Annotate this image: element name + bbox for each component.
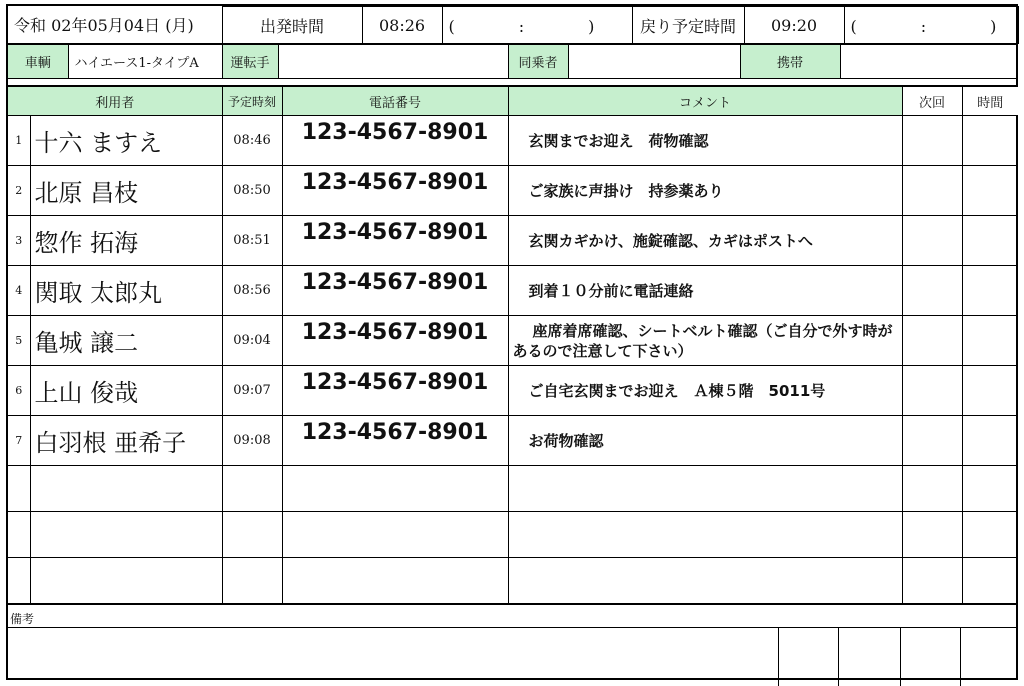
- next-cell[interactable]: [902, 512, 962, 558]
- passenger-table: [8, 86, 1018, 604]
- user-name: 亀城 譲二: [30, 316, 222, 366]
- comment: お荷物確認: [508, 416, 902, 466]
- time-cell[interactable]: [962, 366, 1018, 416]
- driver-label: 運転手: [222, 45, 278, 79]
- scheduled-time: 08:56: [222, 266, 282, 316]
- comment[interactable]: [508, 558, 902, 604]
- comment: 座席着席確認、シートベルト確認（ご自分で外す時があるので注意して下さい）: [508, 316, 902, 366]
- header-table: [8, 6, 1019, 44]
- user-name[interactable]: [30, 512, 222, 558]
- table-row[interactable]: [8, 116, 1018, 166]
- memo-cell[interactable]: [778, 628, 838, 686]
- table-row[interactable]: [8, 266, 1018, 316]
- comment: 到着１０分前に電話連絡: [508, 266, 902, 316]
- depart-time[interactable]: 08:26: [362, 7, 442, 44]
- col-next: 次回: [902, 87, 962, 116]
- return-time[interactable]: 09:20: [744, 7, 844, 44]
- scheduled-time: 09:08: [222, 416, 282, 466]
- row-number: 2: [8, 166, 30, 216]
- time-cell[interactable]: [962, 316, 1018, 366]
- phone-number[interactable]: 123-4567-8901: [282, 416, 508, 466]
- next-cell[interactable]: [902, 558, 962, 604]
- companion-value[interactable]: [568, 45, 740, 79]
- phone-number[interactable]: [282, 512, 508, 558]
- empty-row[interactable]: [8, 466, 1018, 512]
- table-row[interactable]: [8, 366, 1018, 416]
- phone-number[interactable]: 123-4567-8901: [282, 266, 508, 316]
- memo-field[interactable]: [8, 628, 778, 686]
- empty-row[interactable]: [8, 558, 1018, 604]
- row-number: [8, 512, 30, 558]
- next-cell[interactable]: [902, 166, 962, 216]
- row-number: 4: [8, 266, 30, 316]
- col-comment: コメント: [508, 87, 902, 116]
- memo-table: [8, 604, 1016, 686]
- memo-cell[interactable]: [900, 628, 960, 686]
- time-cell[interactable]: [962, 416, 1018, 466]
- next-cell[interactable]: [902, 366, 962, 416]
- comment: ご家族に声掛け 持参薬あり: [508, 166, 902, 216]
- user-name: 惣作 拓海: [30, 216, 222, 266]
- next-cell[interactable]: [902, 116, 962, 166]
- col-time: 時間: [962, 87, 1018, 116]
- vehicle-label: 車輌: [8, 45, 68, 79]
- row-number: [8, 558, 30, 604]
- row-number: 1: [8, 116, 30, 166]
- memo-cell[interactable]: [960, 628, 1016, 686]
- empty-row[interactable]: [8, 512, 1018, 558]
- col-scheduled: 予定時刻: [222, 87, 282, 116]
- scheduled-time: 08:46: [222, 116, 282, 166]
- depart-label: 出発時間: [222, 7, 362, 44]
- user-name[interactable]: [30, 466, 222, 512]
- phone-number[interactable]: [282, 466, 508, 512]
- return-label: 戻り予定時間: [632, 7, 744, 44]
- scheduled-time[interactable]: [222, 558, 282, 604]
- driver-value[interactable]: [278, 45, 508, 79]
- depart-actual-time[interactable]: ( : ): [442, 7, 632, 44]
- scheduled-time: 08:51: [222, 216, 282, 266]
- time-cell[interactable]: [962, 266, 1018, 316]
- user-name: 関取 太郎丸: [30, 266, 222, 316]
- time-cell[interactable]: [962, 116, 1018, 166]
- user-name: 上山 俊哉: [30, 366, 222, 416]
- next-cell[interactable]: [902, 416, 962, 466]
- row-number: 3: [8, 216, 30, 266]
- mobile-value[interactable]: [840, 45, 1016, 79]
- time-cell[interactable]: [962, 558, 1018, 604]
- time-cell[interactable]: [962, 166, 1018, 216]
- time-cell[interactable]: [962, 466, 1018, 512]
- companion-label: 同乗者: [508, 45, 568, 79]
- phone-number[interactable]: 123-4567-8901: [282, 216, 508, 266]
- comment[interactable]: [508, 512, 902, 558]
- user-name: 白羽根 亜希子: [30, 416, 222, 466]
- scheduled-time: 09:04: [222, 316, 282, 366]
- phone-number[interactable]: 123-4567-8901: [282, 166, 508, 216]
- column-header-row: [8, 87, 1018, 116]
- table-row[interactable]: [8, 166, 1018, 216]
- comment: 玄関カギかけ、施錠確認、カギはポストへ: [508, 216, 902, 266]
- scheduled-time: 08:50: [222, 166, 282, 216]
- table-row[interactable]: [8, 216, 1018, 266]
- return-actual-time[interactable]: ( : ): [844, 7, 1018, 44]
- col-user: 利用者: [8, 87, 222, 116]
- table-row[interactable]: [8, 416, 1018, 466]
- phone-number[interactable]: 123-4567-8901: [282, 366, 508, 416]
- col-phone: 電話番号: [282, 87, 508, 116]
- time-cell[interactable]: [962, 512, 1018, 558]
- row-number: 6: [8, 366, 30, 416]
- phone-number[interactable]: 123-4567-8901: [282, 116, 508, 166]
- table-row[interactable]: [8, 316, 1018, 366]
- phone-number[interactable]: 123-4567-8901: [282, 316, 508, 366]
- user-name: 北原 昌枝: [30, 166, 222, 216]
- date-cell: 令和 02年05月04日 (月): [8, 7, 222, 44]
- row-number: 5: [8, 316, 30, 366]
- time-cell[interactable]: [962, 216, 1018, 266]
- transport-schedule-sheet: [6, 4, 1018, 680]
- next-cell[interactable]: [902, 466, 962, 512]
- mobile-label: 携帯: [740, 45, 840, 79]
- next-cell[interactable]: [902, 316, 962, 366]
- comment: ご自宅玄関までお迎え Ａ棟５階 5011号: [508, 366, 902, 416]
- scheduled-time[interactable]: [222, 466, 282, 512]
- user-name: 十六 ますえ: [30, 116, 222, 166]
- row-number: 7: [8, 416, 30, 466]
- vehicle-table: [8, 44, 1016, 79]
- scheduled-time: 09:07: [222, 366, 282, 416]
- comment: 玄関までお迎え 荷物確認: [508, 116, 902, 166]
- row-number: [8, 466, 30, 512]
- user-name[interactable]: [30, 558, 222, 604]
- memo-label: 備考: [8, 605, 1016, 628]
- scheduled-time[interactable]: [222, 512, 282, 558]
- comment[interactable]: [508, 466, 902, 512]
- phone-number[interactable]: [282, 558, 508, 604]
- memo-cell[interactable]: [838, 628, 900, 686]
- next-cell[interactable]: [902, 266, 962, 316]
- vehicle-value[interactable]: ハイエース1-タイプA: [68, 45, 222, 79]
- next-cell[interactable]: [902, 216, 962, 266]
